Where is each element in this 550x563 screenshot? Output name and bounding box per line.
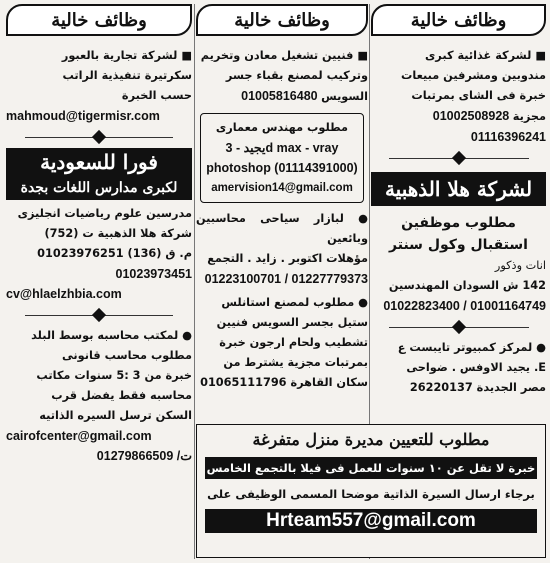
ad-line: مطلوب مهندس معمارى	[215, 121, 349, 134]
ad-line: السكن ترسل السيره الذاتيه	[39, 409, 192, 422]
ad-line: م. ق (136) 01023976251	[37, 247, 192, 260]
ad-line: مؤهلات اكتوبر . زايد . التجمع	[207, 252, 368, 265]
ad-email: amervision14@gmail.com	[211, 182, 353, 194]
ad-line: مندوبين ومشرفين مبيعات	[401, 69, 546, 82]
ad-banner: لشركة هلا الذهبية	[371, 172, 546, 206]
ad-line: شركة هلا الذهبية ت (752)	[44, 227, 192, 240]
ad-line: ● لمركز كمبيوتر تايبست ع	[397, 341, 546, 354]
ad-phone: 01116396241	[470, 130, 546, 144]
ad-line: وتركيب لمصنع بقباء جسر	[225, 69, 368, 82]
ad-architect-box	[200, 113, 364, 203]
ad-line: سكان القاهرة 01065111796	[200, 376, 368, 389]
ad-tourist-bazaar	[196, 209, 368, 289]
ad-title: مطلوب موظفين استقبال وكول سنتر	[389, 215, 528, 253]
ad-title: مطلوب للتعيين مديرة منزل متفرغة	[252, 430, 490, 449]
ad-line: مطلوب محاسب قانونى	[62, 349, 192, 362]
ad-email: cv@hlaelzhbia.com	[6, 287, 122, 301]
ad-line: حسب الخبرة	[121, 89, 192, 102]
ad-food-company	[371, 46, 546, 147]
ad-banner: فورا للسعودية	[6, 148, 192, 176]
ad-phone: 01023973451	[115, 267, 192, 281]
ad-stainless-factory	[196, 293, 368, 393]
ad-phone: photoshop (01114391000)	[206, 161, 358, 175]
column-header: وظائف خالية	[196, 4, 368, 36]
separator	[371, 319, 546, 335]
ad-line: ستيل بجسر السويس فنيين	[216, 316, 368, 329]
ad-phone: 01005816480 السويس	[241, 89, 368, 103]
ad-metal-technicians	[196, 46, 368, 107]
ad-line: تشطيب ولحام ارجون خبرة	[219, 336, 368, 349]
ad-email: cairofcenter@gmail.com	[6, 429, 152, 443]
column-divider	[194, 4, 195, 559]
ad-line: محاسبه فقط يفضل قرب	[51, 389, 192, 402]
ad-requirement-bar: خبرة لا تقل عن ١٠ سنوات للعمل فى فيلا بالتجمع الخامس	[205, 457, 537, 479]
ad-line: ■ لشركة تجارية بالعبور	[61, 49, 192, 62]
separator	[6, 307, 192, 323]
ad-line: ■ فنيين تشغيل معادن وتخريم	[200, 49, 368, 62]
ad-teachers	[6, 204, 192, 304]
ad-housekeeper	[196, 424, 546, 558]
ad-accounting-office	[6, 326, 192, 466]
classifieds-column-left	[6, 4, 192, 559]
ad-address: 142 ش السودان المهندسين	[388, 279, 546, 292]
ad-phone: 01002508928 مجزية	[432, 109, 546, 123]
separator	[371, 150, 546, 166]
ad-line: يجيد - 3d max - vray	[225, 141, 339, 155]
ad-line: مدرسين علوم رياضيات انجليزى	[17, 207, 192, 220]
ad-hala-reception	[371, 212, 546, 316]
column-header: وظائف خالية	[6, 4, 192, 36]
ad-line: ■ لشركة غذائية كبرى	[424, 49, 546, 62]
ad-line: سكرتيرة تنفيذية الراتب	[62, 69, 192, 82]
ad-computer-center	[371, 338, 546, 398]
ad-line: ● مطلوب لمصنع استانلس	[221, 296, 368, 309]
ad-line: انات وذكور	[494, 259, 546, 272]
ad-line: مصر الجديدة 26220137	[409, 381, 546, 394]
separator	[6, 129, 192, 145]
ad-line: خبرة من 3 :5 سنوات مكاتب	[36, 369, 192, 382]
ad-email: mahmoud@tigermisr.com	[6, 109, 160, 123]
ad-phone: 01022823400 / 01001164749	[383, 299, 546, 313]
ad-saudi-banner	[6, 148, 192, 200]
ad-email: Hrteam557@gmail.com	[205, 509, 537, 533]
ad-phone: 01223100701 / 01227779373	[204, 272, 368, 286]
ad-line: خبرة فى الشاى بمرتبات	[411, 89, 546, 102]
column-header: وظائف خالية	[371, 4, 546, 36]
ad-line: ● لبازار سياحى محاسبين وبائعين	[196, 212, 368, 245]
ad-line: برجاء ارسال السيرة الذاتية موضحا المسمى الوظيفى على	[207, 487, 535, 501]
ad-line: بمرتبات مجزية يشترط من	[223, 356, 368, 369]
ad-banner: لكبرى مدارس اللغات بجدة	[6, 176, 192, 200]
ad-trading-company	[6, 46, 192, 126]
ad-phone: ت/ 01279866509	[96, 449, 192, 463]
ad-line: E. يجيد الاوفس . ضواحى	[406, 361, 546, 374]
ad-line: ● لمكتب محاسبه بوسط البلد	[31, 329, 192, 342]
